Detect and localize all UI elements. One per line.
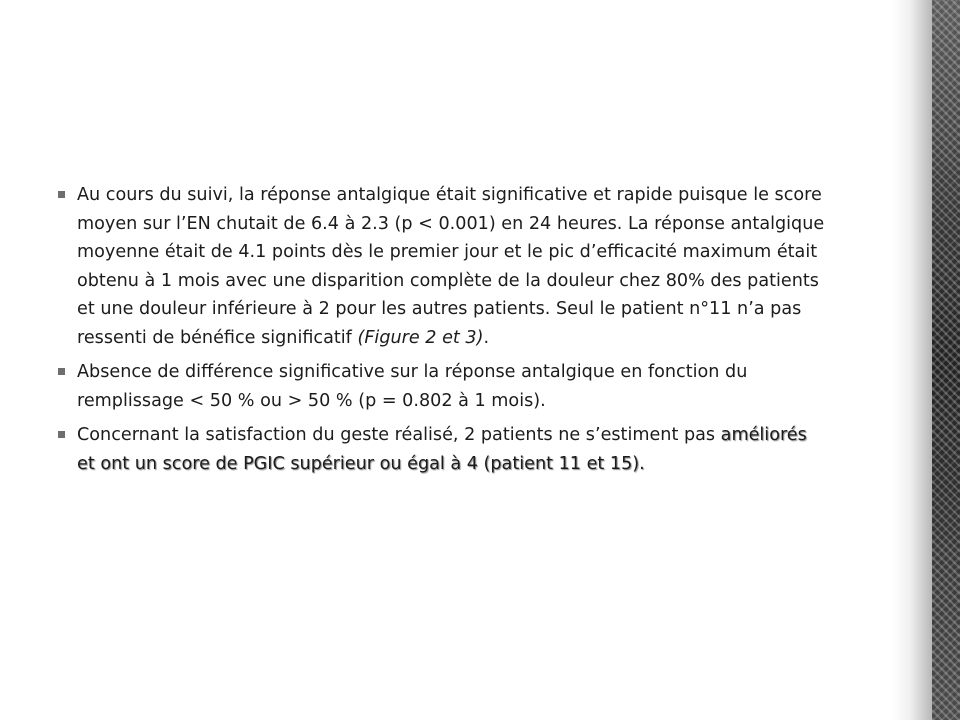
slide-edge-shadow (892, 0, 932, 720)
figure-reference: (Figure 2 et 3) (357, 327, 484, 348)
bullet-text-line: Concernant la satisfaction du geste réalisé, 2 patients ne s’estiment pas (77, 425, 716, 445)
bullet-text-tail: . (483, 327, 490, 348)
bullet-item (57, 358, 827, 415)
bullet-text: Au cours du suivi, la réponse antalgique était significative et rapide puisque le score moyen sur l’EN chutait de 6.4 à 2.3 (p < 0.001) en 24 heures. La réponse antalgique moyenne était de 4.1 points dès le premier jour et le pic d’efficacité maximum était obtenu à 1 mois avec une disparition complète de la douleur chez 80% des patients et une douleur inférieure à 2 pour les autres patients. Seul le patient n°11 n’a pas ressenti de bénéfice significatif (77, 185, 825, 348)
square-bullet-icon (58, 431, 65, 438)
bullet-text: Absence de différence significative sur la réponse antalgique en fonction du remplissage < 50 % ou > 50 % (p = 0.802 à 1 mois). (77, 362, 748, 411)
bullet-text-line-shadowed: améliorés et ont un score de PGIC supérieur ou égal à 4 (patient 11 et 15). (77, 425, 807, 474)
bullet-item (57, 421, 827, 478)
bullet-item (57, 181, 827, 352)
square-bullet-icon (58, 191, 65, 198)
slide-body (57, 181, 827, 484)
decorative-side-band (932, 0, 960, 720)
square-bullet-icon (58, 368, 65, 375)
